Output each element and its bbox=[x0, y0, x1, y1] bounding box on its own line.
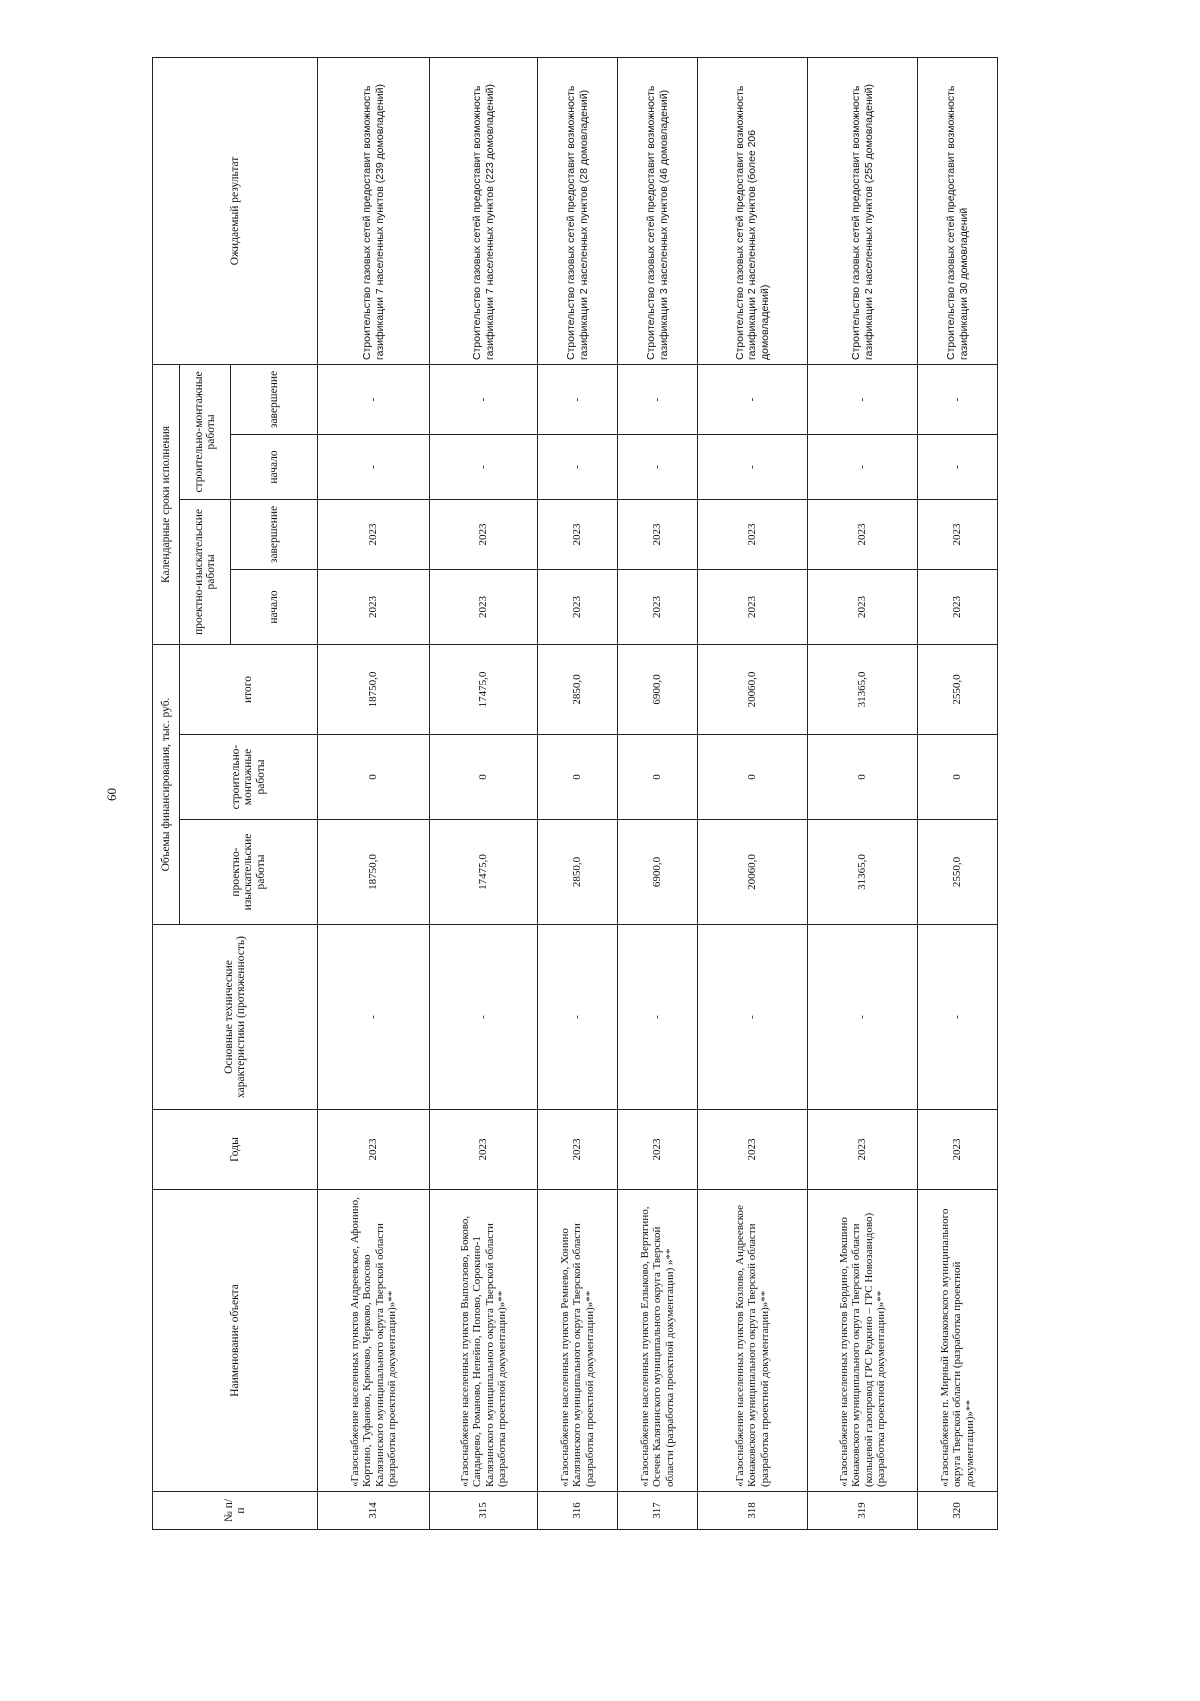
row-year: 2023 bbox=[318, 1110, 430, 1190]
survey-start: 2023 bbox=[808, 569, 918, 644]
object-name: «Газоснабжение населенных пунктов Андреевское, Афонино, Кортино, Туфаново, Крюково, Черково, Волосово Калязинского муниципального округа Тверской области (разработка проектной документации)»** bbox=[318, 1190, 430, 1492]
total-cost: 6900,0 bbox=[618, 644, 698, 734]
header-survey-work: проектно-изыскательские работы bbox=[180, 820, 318, 925]
header-survey-schedule: проектно-изыскательские работы bbox=[180, 499, 231, 644]
survey-cost: 18750,0 bbox=[318, 820, 430, 925]
object-name: «Газоснабжение населенных пунктов Выползово, Боково, Сандырево, Романово, Непейно, Попово, Сорокино-1 Калязинского муниципального округа Тверской области (разработка проектной документации)»** bbox=[430, 1190, 538, 1492]
construction-end: - bbox=[318, 364, 430, 434]
object-name: «Газоснабжение п. Мирный Конаковского муниципального округа Тверской области (разработка проектной документации)»** bbox=[918, 1190, 998, 1492]
total-cost: 17475,0 bbox=[430, 644, 538, 734]
survey-end: 2023 bbox=[618, 499, 698, 569]
construction-end: - bbox=[430, 364, 538, 434]
row-num: 317 bbox=[618, 1492, 698, 1530]
expected-result: Строительство газовых сетей предоставит возможность газификации 30 домовладений bbox=[918, 57, 998, 364]
total-cost: 31365,0 bbox=[808, 644, 918, 734]
survey-start: 2023 bbox=[318, 569, 430, 644]
expected-result: Строительство газовых сетей предоставит возможность газификации 2 населенных пунктов (28 домовладений) bbox=[538, 57, 618, 364]
expected-result: Строительство газовых сетей предоставит возможность газификации 2 населенных пунктов (более 206 домовладений) bbox=[698, 57, 808, 364]
row-specs: - bbox=[918, 925, 998, 1110]
construction-start: - bbox=[430, 434, 538, 499]
row-num: 318 bbox=[698, 1492, 808, 1530]
survey-cost: 31365,0 bbox=[808, 820, 918, 925]
header-num: № п/п bbox=[153, 1492, 318, 1530]
row-specs: - bbox=[538, 925, 618, 1110]
expected-result: Строительство газовых сетей предоставит возможность газификации 3 населенных пунктов (46 домовладений) bbox=[618, 57, 698, 364]
construction-cost: 0 bbox=[918, 735, 998, 820]
header-result: Ожидаемый результат bbox=[153, 57, 318, 364]
row-specs: - bbox=[318, 925, 430, 1110]
row-num: 314 bbox=[318, 1492, 430, 1530]
survey-end: 2023 bbox=[808, 499, 918, 569]
row-year: 2023 bbox=[538, 1110, 618, 1190]
row-num: 316 bbox=[538, 1492, 618, 1530]
construction-start: - bbox=[698, 434, 808, 499]
object-name: «Газоснабжение населенных пунктов Елзыково, Вертягино, Осечек Калязинского муниципального округа Тверской области (разработка проектной документации) »** bbox=[618, 1190, 698, 1492]
row-num: 320 bbox=[918, 1492, 998, 1530]
survey-cost: 2550,0 bbox=[918, 820, 998, 925]
survey-start: 2023 bbox=[430, 569, 538, 644]
table-row bbox=[430, 57, 538, 1529]
header-specs: Основные технические характеристики (протяженность) bbox=[153, 925, 318, 1110]
total-cost: 2850,0 bbox=[538, 644, 618, 734]
total-cost: 20060,0 bbox=[698, 644, 808, 734]
construction-cost: 0 bbox=[430, 735, 538, 820]
construction-start: - bbox=[538, 434, 618, 499]
construction-end: - bbox=[808, 364, 918, 434]
header-schedule: Календарные сроки исполнения bbox=[153, 364, 180, 644]
row-year: 2023 bbox=[618, 1110, 698, 1190]
object-name: «Газоснабжение населенных пунктов Ремнево, Хонино Калязинского муниципального округа Тверской области (разработка проектной документации)»** bbox=[538, 1190, 618, 1492]
construction-cost: 0 bbox=[318, 735, 430, 820]
expected-result: Строительство газовых сетей предоставит возможность газификации 7 населенных пунктов (239 домовладений) bbox=[318, 57, 430, 364]
objects-table bbox=[152, 57, 998, 1530]
table-row bbox=[698, 57, 808, 1529]
row-specs: - bbox=[618, 925, 698, 1110]
header-survey-start: начало bbox=[231, 569, 318, 644]
header-name: Наименование объекта bbox=[153, 1190, 318, 1492]
construction-cost: 0 bbox=[808, 735, 918, 820]
construction-start: - bbox=[318, 434, 430, 499]
survey-cost: 6900,0 bbox=[618, 820, 698, 925]
construction-end: - bbox=[538, 364, 618, 434]
table-row bbox=[918, 57, 998, 1529]
survey-cost: 20060,0 bbox=[698, 820, 808, 925]
survey-start: 2023 bbox=[918, 569, 998, 644]
row-year: 2023 bbox=[808, 1110, 918, 1190]
total-cost: 2550,0 bbox=[918, 644, 998, 734]
expected-result: Строительство газовых сетей предоставит возможность газификации 2 населенных пунктов (255 домовладений) bbox=[808, 57, 918, 364]
header-construction-start: начало bbox=[231, 434, 318, 499]
expected-result: Строительство газовых сетей предоставит возможность газификации 7 населенных пунктов (223 домовладений) bbox=[430, 57, 538, 364]
construction-cost: 0 bbox=[698, 735, 808, 820]
survey-start: 2023 bbox=[618, 569, 698, 644]
construction-end: - bbox=[618, 364, 698, 434]
survey-cost: 17475,0 bbox=[430, 820, 538, 925]
survey-cost: 2850,0 bbox=[538, 820, 618, 925]
survey-start: 2023 bbox=[698, 569, 808, 644]
construction-start: - bbox=[618, 434, 698, 499]
survey-end: 2023 bbox=[918, 499, 998, 569]
total-cost: 18750,0 bbox=[318, 644, 430, 734]
construction-end: - bbox=[918, 364, 998, 434]
table-row bbox=[618, 57, 698, 1529]
page-number: 60 bbox=[104, 788, 119, 801]
construction-start: - bbox=[808, 434, 918, 499]
header-construction-schedule: строительно-монтажные работы bbox=[180, 364, 231, 499]
survey-end: 2023 bbox=[318, 499, 430, 569]
survey-start: 2023 bbox=[538, 569, 618, 644]
row-year: 2023 bbox=[430, 1110, 538, 1190]
header-years: Годы bbox=[153, 1110, 318, 1190]
row-specs: - bbox=[430, 925, 538, 1110]
row-specs: - bbox=[698, 925, 808, 1110]
survey-end: 2023 bbox=[430, 499, 538, 569]
header-survey-end: завершение bbox=[231, 499, 318, 569]
object-name: «Газоснабжение населенных пунктов Бордино, Мокшино Конаковского муниципального округа Тверской области (кольцевой газопровод ГРС Редкино – ГРС Новозавидово) (разработка проектной документации)»** bbox=[808, 1190, 918, 1492]
header-funding: Объемы финансирования, тыс. руб. bbox=[153, 644, 180, 924]
row-year: 2023 bbox=[698, 1110, 808, 1190]
survey-end: 2023 bbox=[538, 499, 618, 569]
row-year: 2023 bbox=[918, 1110, 998, 1190]
header-total: итого bbox=[180, 644, 318, 734]
survey-end: 2023 bbox=[698, 499, 808, 569]
construction-cost: 0 bbox=[538, 735, 618, 820]
object-name: «Газоснабжение населенных пунктов Козлово, Андреевское Конаковского муниципального округа Тверской области (разработка проектной документации)»** bbox=[698, 1190, 808, 1492]
construction-start: - bbox=[918, 434, 998, 499]
table-row bbox=[808, 57, 918, 1529]
table-row bbox=[538, 57, 618, 1529]
row-specs: - bbox=[808, 925, 918, 1110]
construction-end: - bbox=[698, 364, 808, 434]
table-row bbox=[318, 57, 430, 1529]
construction-cost: 0 bbox=[618, 735, 698, 820]
header-construction-end: завершение bbox=[231, 364, 318, 434]
row-num: 315 bbox=[430, 1492, 538, 1530]
header-construction-work: строительно-монтажные работы bbox=[180, 735, 318, 820]
row-num: 319 bbox=[808, 1492, 918, 1530]
